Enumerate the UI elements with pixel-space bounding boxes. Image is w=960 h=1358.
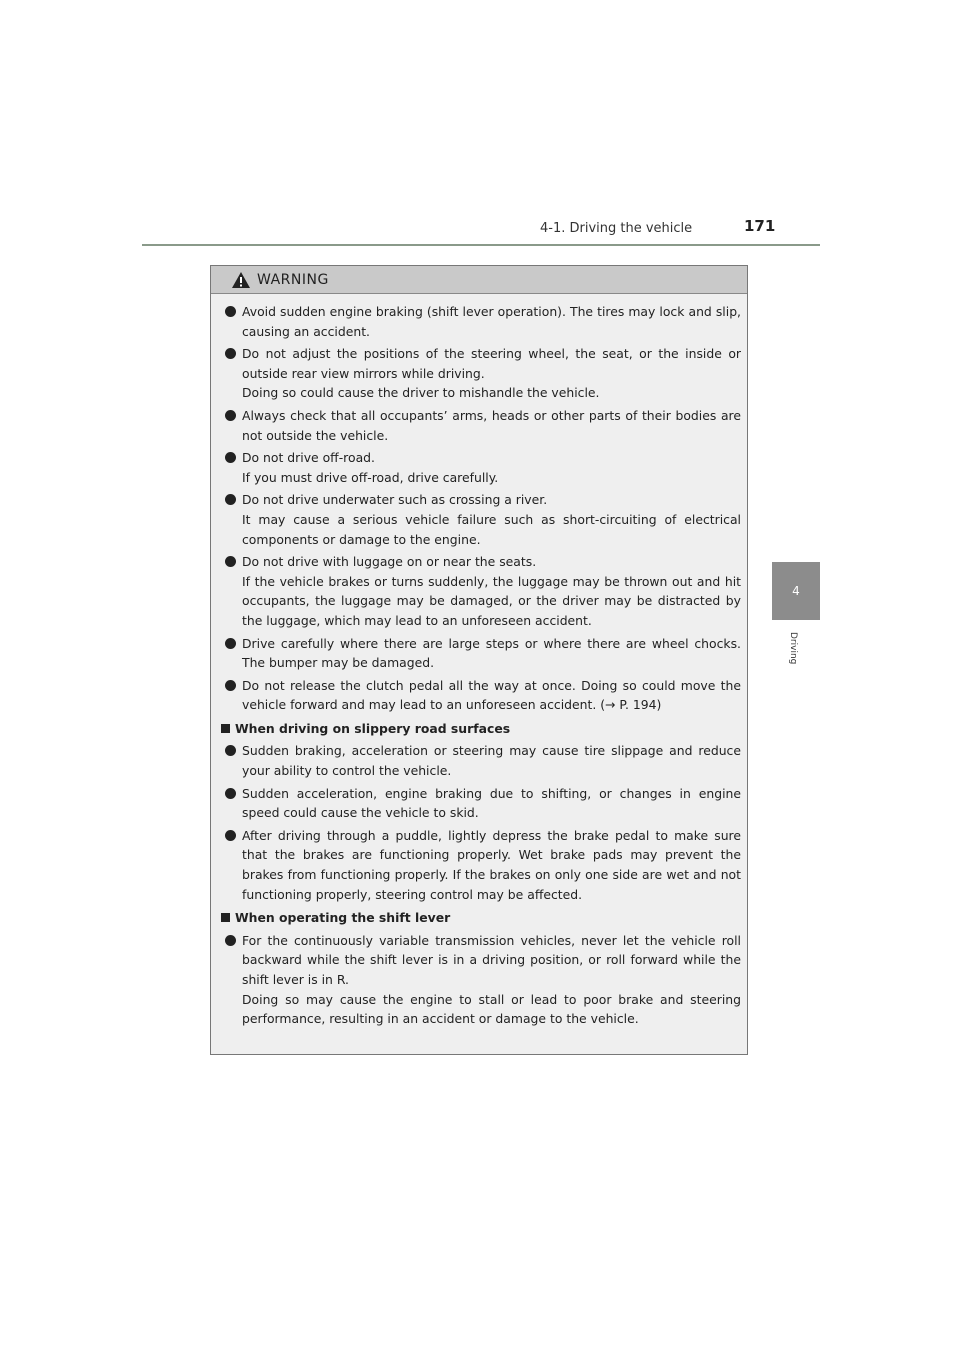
warning-body xyxy=(211,294,747,1029)
bullet-dot-icon xyxy=(225,410,236,421)
bullet-dot-icon xyxy=(225,788,236,799)
bullet-item xyxy=(225,490,741,549)
bullet-dot-icon xyxy=(225,452,236,463)
page-number: 171 xyxy=(744,217,776,235)
bullet-text: After driving through a puddle, lightly depress the brake pedal to make sure that the brakes are functioning properly. Wet brake pads may prevent the brakes from functioning properly. If the brakes on only one side are wet and not functioning properly, steering control may be affected. xyxy=(242,827,741,902)
bullet-dot-icon xyxy=(225,830,236,841)
bullet-text: If you must drive off-road, drive carefully. xyxy=(242,469,499,485)
square-bullet-icon xyxy=(221,724,230,733)
bullet-dot-icon xyxy=(225,348,236,359)
bullet-text: It may cause a serious vehicle failure such as short-circuiting of electrical components or damage to the engine. xyxy=(242,511,741,547)
bullet-text: Drive carefully where there are large steps or where there are wheel chocks. The bumper may be damaged. xyxy=(242,635,741,671)
bullet-text: Do not drive with luggage on or near the seats. xyxy=(242,554,537,570)
bullet-text: Do not drive off-road. xyxy=(242,450,375,466)
square-bullet-icon xyxy=(221,913,230,922)
bullet-item xyxy=(225,741,741,780)
bullet-dot-icon xyxy=(225,306,236,317)
bullet-item xyxy=(225,344,741,403)
side-tab-label: Driving xyxy=(788,632,798,665)
bullet-item xyxy=(225,634,741,673)
side-tab xyxy=(772,562,820,620)
bullet-item xyxy=(225,676,741,715)
section-heading xyxy=(217,719,741,739)
bullet-text: For the continuously variable transmission vehicles, never let the vehicle roll backward while the shift lever is in a driving position, or roll forward while the shift lever is in R. xyxy=(242,932,741,987)
bullet-text: Do not adjust the positions of the steering wheel, the seat, or the inside or outside rear view mirrors while driving. xyxy=(242,346,741,381)
bullet-text: Doing so may cause the engine to stall or lead to poor brake and steering performance, resulting in an accident or damage to the vehicle. xyxy=(242,991,741,1027)
bullet-item xyxy=(225,931,741,1029)
bullet-dot-icon xyxy=(225,638,236,649)
section-heading xyxy=(217,908,741,928)
bullet-dot-icon xyxy=(225,556,236,567)
warning-box xyxy=(210,265,748,1055)
bullet-dot-icon xyxy=(225,494,236,505)
bullet-text: Doing so could cause the driver to mishandle the vehicle. xyxy=(242,385,600,401)
section-heading-text: When driving on slippery road surfaces xyxy=(235,720,511,736)
bullet-item xyxy=(225,448,741,487)
bullet-dot-icon xyxy=(225,745,236,756)
bullet-dot-icon xyxy=(225,680,236,691)
warning-title: WARNING xyxy=(257,271,329,288)
header-rule xyxy=(142,244,820,246)
bullet-item xyxy=(225,406,741,445)
bullet-item xyxy=(225,552,741,630)
bullet-text: Avoid sudden engine braking (shift lever operation). The tires may lock and slip, causing an accident. xyxy=(242,304,741,339)
warning-header xyxy=(211,266,747,294)
bullet-text: Do not drive underwater such as crossing a river. xyxy=(242,492,548,508)
section-heading-text: When operating the shift lever xyxy=(235,910,451,926)
header-section: 4-1. Driving the vehicle xyxy=(540,221,693,236)
bullet-text: If the vehicle brakes or turns suddenly, the luggage may be thrown out and hit occupants, the luggage may be damaged, or the driver may be distracted by the luggage, which may lead to an unforeseen accident. xyxy=(242,573,741,628)
bullet-item xyxy=(225,784,741,823)
bullet-item xyxy=(225,302,741,341)
side-tab-number: 4 xyxy=(792,584,800,598)
bullet-text: Always check that all occupants’ arms, heads or other parts of their bodies are not outside the vehicle. xyxy=(242,407,741,443)
bullet-dot-icon xyxy=(225,935,236,946)
bullet-item xyxy=(225,826,741,904)
bullet-text: Sudden braking, acceleration or steering may cause tire slippage and reduce your ability to control the vehicle. xyxy=(242,743,741,779)
warning-triangle-icon xyxy=(231,271,251,289)
bullet-text: Sudden acceleration, engine braking due to shifting, or changes in engine speed could cause the vehicle to skid. xyxy=(242,785,741,821)
bullet-text: Do not release the clutch pedal all the way at once. Doing so could move the vehicle forward and may lead to an unforeseen accident. (→ P. 194) xyxy=(242,677,741,713)
